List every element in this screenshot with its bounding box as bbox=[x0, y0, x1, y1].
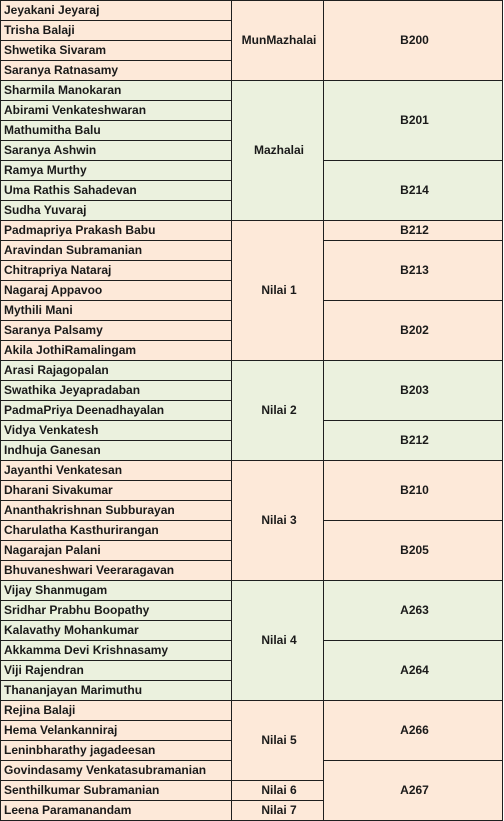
room-number: B210 bbox=[324, 461, 503, 521]
room-number: B213 bbox=[324, 241, 503, 301]
teacher-name: Abirami Venkateshwaran bbox=[1, 101, 232, 121]
table-row bbox=[1, 361, 503, 381]
table-row bbox=[1, 1, 503, 21]
room-number: B205 bbox=[324, 521, 503, 581]
teacher-name: Swathika Jeyapradaban bbox=[1, 381, 232, 401]
class-name: MunMazhalai bbox=[232, 1, 324, 81]
teacher-name: Nagaraj Appavoo bbox=[1, 281, 232, 301]
teacher-name: Saranya Ratnasamy bbox=[1, 61, 232, 81]
table-row bbox=[1, 461, 503, 481]
teacher-name: Mathumitha Balu bbox=[1, 121, 232, 141]
room-number: B202 bbox=[324, 301, 503, 361]
room-number: B212 bbox=[324, 221, 503, 241]
class-name: Nilai 7 bbox=[232, 801, 324, 821]
teacher-name: Mythili Mani bbox=[1, 301, 232, 321]
teacher-name: Viji Rajendran bbox=[1, 661, 232, 681]
teacher-name: Senthilkumar Subramanian bbox=[1, 781, 232, 801]
room-number: B214 bbox=[324, 161, 503, 221]
room-number: A264 bbox=[324, 641, 503, 701]
teacher-name: Saranya Ashwin bbox=[1, 141, 232, 161]
teacher-name: Shwetika Sivaram bbox=[1, 41, 232, 61]
teacher-name: Aravindan Subramanian bbox=[1, 241, 232, 261]
teacher-name: Vidya Venkatesh bbox=[1, 421, 232, 441]
teacher-name: Uma Rathis Sahadevan bbox=[1, 181, 232, 201]
teacher-name: Leninbharathy jagadeesan bbox=[1, 741, 232, 761]
class-name: Nilai 4 bbox=[232, 581, 324, 701]
teacher-name: Trisha Balaji bbox=[1, 21, 232, 41]
teacher-name: Sudha Yuvaraj bbox=[1, 201, 232, 221]
teacher-name: Sharmila Manokaran bbox=[1, 81, 232, 101]
teacher-name: Jeyakani Jeyaraj bbox=[1, 1, 232, 21]
teacher-name: Bhuvaneshwari Veeraragavan bbox=[1, 561, 232, 581]
teacher-name: Charulatha Kasthurirangan bbox=[1, 521, 232, 541]
teacher-name: Nagarajan Palani bbox=[1, 541, 232, 561]
room-number: A266 bbox=[324, 701, 503, 761]
teacher-name: Ananthakrishnan Subburayan bbox=[1, 501, 232, 521]
teacher-name: Thananjayan Marimuthu bbox=[1, 681, 232, 701]
class-name: Nilai 3 bbox=[232, 461, 324, 581]
teacher-name: Chitrapriya Nataraj bbox=[1, 261, 232, 281]
teacher-name: Padmapriya Prakash Babu bbox=[1, 221, 232, 241]
teacher-name: Leena Paramanandam bbox=[1, 801, 232, 821]
room-number: B203 bbox=[324, 361, 503, 421]
table-row bbox=[1, 701, 503, 721]
room-number: B201 bbox=[324, 81, 503, 161]
room-number: A263 bbox=[324, 581, 503, 641]
class-name: Nilai 2 bbox=[232, 361, 324, 461]
teacher-name: Sridhar Prabhu Boopathy bbox=[1, 601, 232, 621]
teacher-name: Rejina Balaji bbox=[1, 701, 232, 721]
teacher-name: Ramya Murthy bbox=[1, 161, 232, 181]
table-row bbox=[1, 221, 503, 241]
teacher-name: Jayanthi Venkatesan bbox=[1, 461, 232, 481]
teacher-name: Saranya Palsamy bbox=[1, 321, 232, 341]
room-number: A267 bbox=[324, 761, 503, 821]
teacher-name: Akkamma Devi Krishnasamy bbox=[1, 641, 232, 661]
class-name: Nilai 1 bbox=[232, 221, 324, 361]
table-row bbox=[1, 581, 503, 601]
teacher-name: Indhuja Ganesan bbox=[1, 441, 232, 461]
teacher-name: PadmaPriya Deenadhayalan bbox=[1, 401, 232, 421]
room-number: B212 bbox=[324, 421, 503, 461]
teacher-name: Kalavathy Mohankumar bbox=[1, 621, 232, 641]
room-number: B200 bbox=[324, 1, 503, 81]
teacher-name: Akila JothiRamalingam bbox=[1, 341, 232, 361]
table-row bbox=[1, 81, 503, 101]
class-name: Nilai 6 bbox=[232, 781, 324, 801]
teacher-name: Vijay Shanmugam bbox=[1, 581, 232, 601]
teacher-name: Arasi Rajagopalan bbox=[1, 361, 232, 381]
class-name: Nilai 5 bbox=[232, 701, 324, 781]
teacher-name: Govindasamy Venkatasubramanian bbox=[1, 761, 232, 781]
teacher-name: Hema Velankanniraj bbox=[1, 721, 232, 741]
class-name: Mazhalai bbox=[232, 81, 324, 221]
teacher-name: Dharani Sivakumar bbox=[1, 481, 232, 501]
